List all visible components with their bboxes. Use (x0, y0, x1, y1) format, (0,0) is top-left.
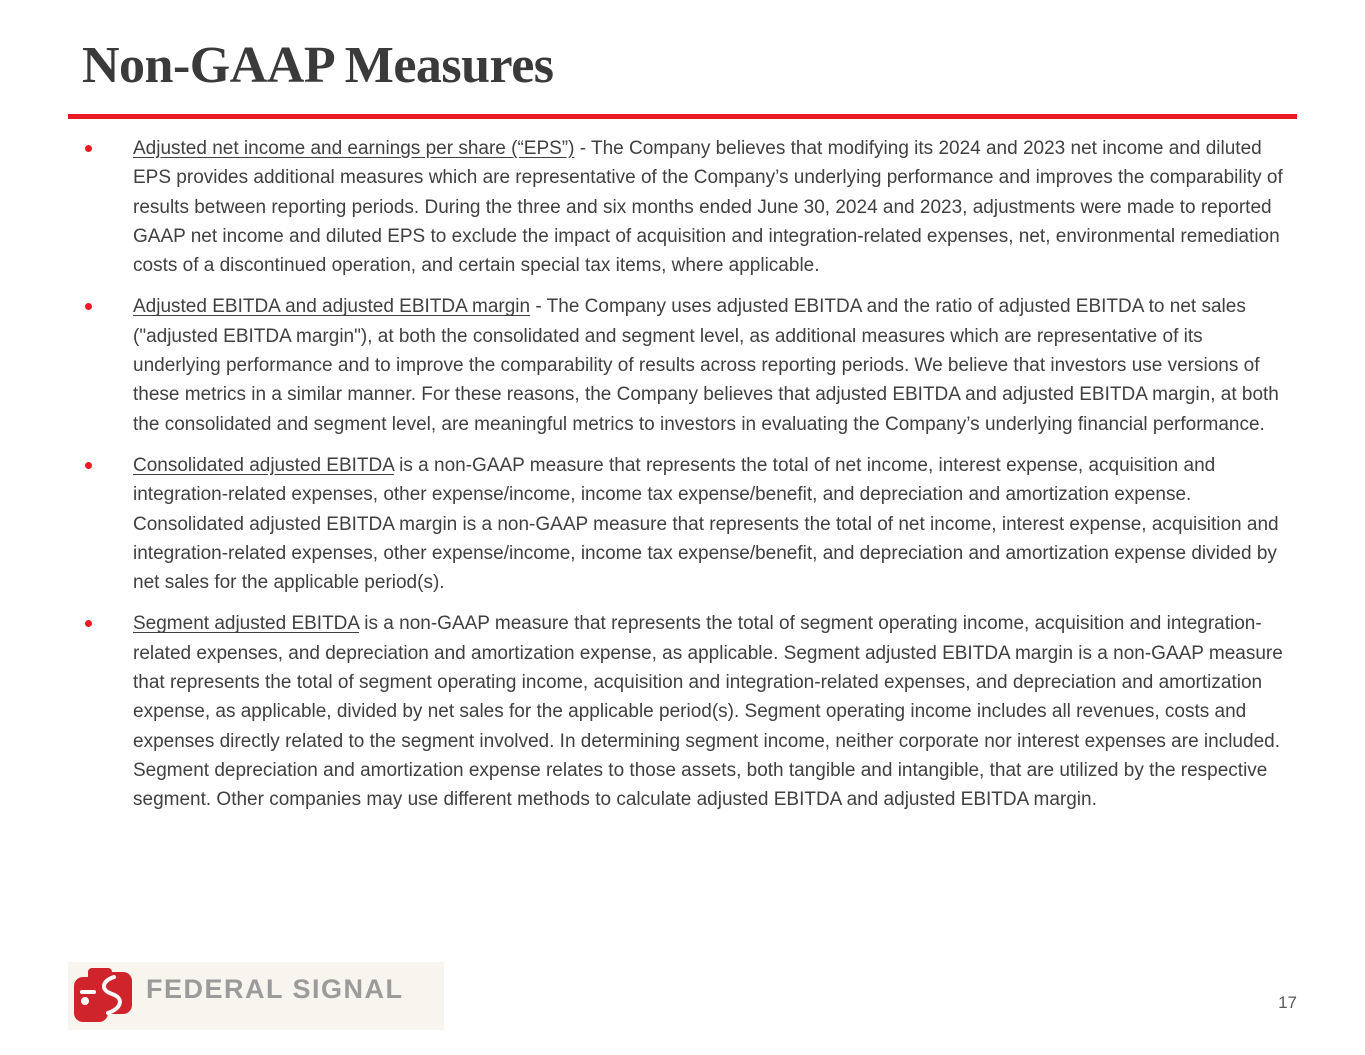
bullet-icon (85, 145, 92, 152)
bullet-icon (85, 462, 92, 469)
title-divider (68, 114, 1297, 119)
bullet-icon (85, 620, 92, 627)
bullet-lead: Adjusted EBITDA and adjusted EBITDA margin (133, 296, 531, 318)
bullet-text: is a non-GAAP measure that represents the total of segment operating income, acquisition and integration-related expenses, and depreciation and amortization expense, as applicable. Segment adjusted EBITDA margin is a non-GAAP measure that represents the total of segment operating income, acquisition and integration-related expenses, and depreciation and amortization expense, as applicable, divided by net sales for the applicable period(s). Segment operating income includes all revenues, costs and expenses directly related to the segment involved. In determining segment income, neither corporate nor interest expenses are included. Segment depreciation and amortization expense relates to those assets, both tangible and intangible, that are utilized by the respective segment. Other companies may use different methods to calculate adjusted EBITDA and adjusted EBITDA margin. (133, 613, 1283, 811)
bullet-list (68, 134, 1293, 815)
bullet-icon (85, 303, 92, 310)
bullet-item-adjusted-ebitda (68, 292, 1293, 438)
bullet-lead: Consolidated adjusted EBITDA (133, 454, 394, 476)
federal-signal-logo (68, 962, 444, 1030)
page-title: Non-GAAP Measures (82, 37, 554, 94)
bullet-text: - The Company believes that modifying its 2024 and 2023 net income and diluted EPS provides additional measures which are representative of the Company’s underlying performance and improves the comparability of results between reporting periods. During the three and six months ended June 30, 2024 and 2023, adjustments were made to reported GAAP net income and diluted EPS to exclude the impact of acquisition and integration-related expenses, net, environmental remediation costs of a discontinued operation, and certain special tax items, where applicable. (133, 138, 1283, 277)
bullet-text: - The Company uses adjusted EBITDA and the ratio of adjusted EBITDA to net sales ("adjusted EBITDA margin"), at both the consolidated and segment level, as additional measures which are representative of its underlying performance and to improve the comparability of results across reporting periods. We believe that investors use versions of these metrics in a similar manner. For these reasons, the Company believes that adjusted EBITDA and adjusted EBITDA margin, at both the consolidated and segment level, are meaningful metrics to investors in evaluating the Company’s underlying financial performance. (133, 296, 1279, 435)
bullet-lead: Segment adjusted EBITDA (133, 613, 360, 635)
page-number: 17 (1278, 993, 1297, 1012)
federal-signal-mark-icon (74, 968, 132, 1022)
bullet-item-consolidated-adjusted-ebitda (68, 451, 1293, 597)
bullet-text: is a non-GAAP measure that represents the total of net income, interest expense, acquisition and integration-related expenses, other expense/income, income tax expense/benefit, and depreciation and amortization expense. Consolidated adjusted EBITDA margin is a non-GAAP measure that represents the total of net income, interest expense, acquisition and integration-related expenses, other expense/income, income tax expense/benefit, and depreciation and amortization expense divided by net sales for the applicable period(s). (133, 454, 1279, 594)
bullet-item-segment-adjusted-ebitda (68, 609, 1293, 814)
logo-wordmark: FEDERAL SIGNAL (146, 974, 404, 1004)
bullet-item-adjusted-net-income (68, 134, 1293, 280)
bullet-lead: Adjusted net income and earnings per share (“EPS”) (133, 138, 575, 159)
